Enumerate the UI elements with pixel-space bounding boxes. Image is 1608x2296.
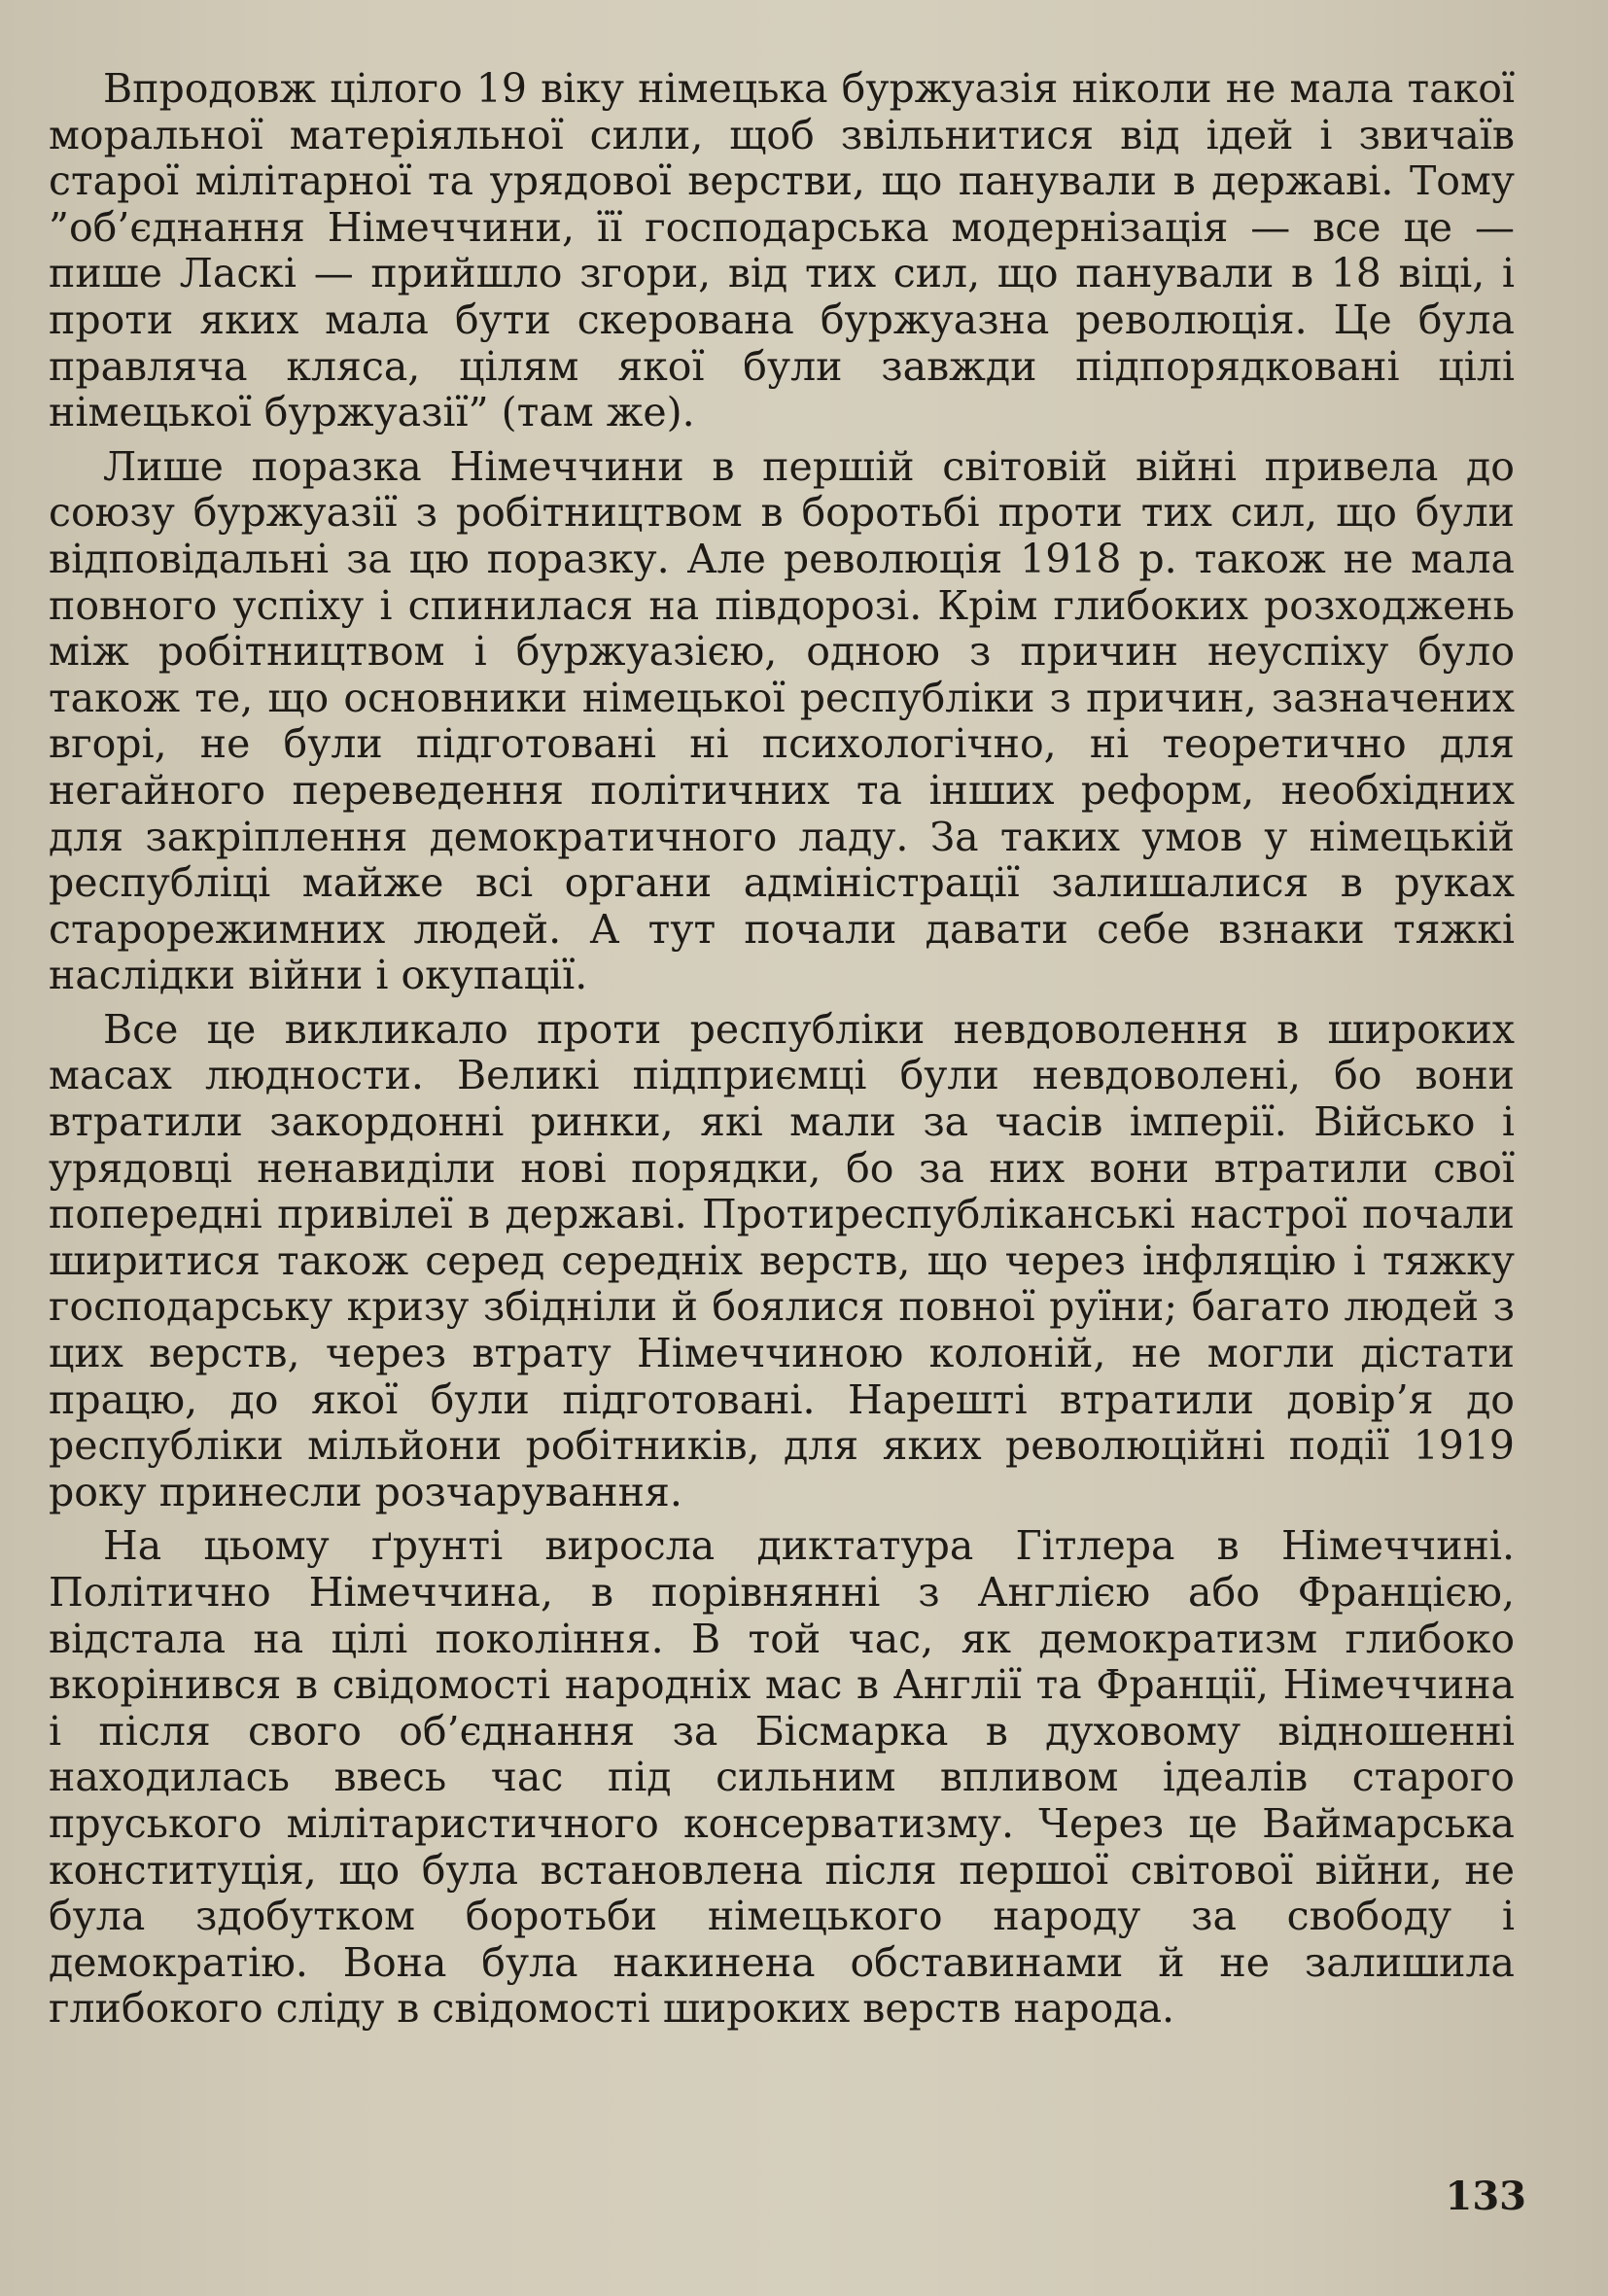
paragraph-1: Впродовж цілого 19 віку німецька буржуазія ніколи не мала такої моральної матеріяльної сили, щоб звільнитися від ідей і звичаїв старої мілітарної та урядової верстви, що панували в державі. Тому ”об’єднання Німеччини, її господарська модернізація — все це — пише Ласкі — прийшло згори, від тих сил, що панували в 18 віці, і проти яких мала бути скерована буржуазна революція. Це була правляча кляса, цілям якої були завжди підпорядковані цілі німецької буржуазії” (там же). bbox=[49, 65, 1515, 436]
body-text bbox=[49, 66, 1515, 2040]
paragraph-2: Лише поразка Німеччини в першій світовій війні привела до союзу буржуазії з робітництвом в боротьбі проти тих сил, що були відповідальні за цю поразку. Але революція 1918 р. також не мала повного успіху і спинилася на півдорозі. Крім глибоких розходжень між робітництвом і буржуазією, одною з причин неуспіху було також те, що основники німецької республіки з причин, зазначених вгорі, не були підготовані ні психологічно, ні теоретично для негайного переведення політичних та інших реформ, необхідних для закріплення демократичного ладу. За таких умов у німецькій республіці майже всі органи адміністрації залишалися в руках старорежимних людей. А тут почали давати себе взнаки тяжкі наслідки війни і окупації. bbox=[49, 442, 1515, 999]
paragraph-3: Все це викликало проти республіки невдоволення в широких масах людности. Великі підприємці були невдоволені, бо вони втратили закордонні ринки, які мали за часів імперії. Військо і урядовці ненавиділи нові порядки, бо за них вони втратили свої попередні привілеї в державі. Протиреспубліканські настрої почали ширитися також серед середніх верств, що через інфляцію і тяжку господарську кризу збідніли й боялися повної руїни; багато людей з цих верств, через втрату Німеччиною колоній, не могли дістати працю, до якої були підготовані. Нарешті втратили довір’я до республіки мільйони робітників, для яких революційні події 1919 року принесли розчарування. bbox=[49, 1005, 1515, 1515]
paragraph-4: На цьому ґрунті виросла диктатура Гітлера в Німеччині. Політично Німеччина, в порівнянні з Англією або Францією, відстала на цілі покоління. В той час, як демократизм глибоко вкорінився в свідомості народніх мас в Англії та Франції, Німеччина і після свого об’єднання за Бісмарка в духовому відношенні находилась ввесь час під сильним впливом ідеалів старого пруського мілітаристичного консерватизму. Через це Ваймарська конституція, що була встановлена після першої світової війни, не була здобутком боротьби німецького народу за свободу і демократію. Вона була накинена обставинами й не залишила глибокого сліду в свідомості широких верств народа. bbox=[49, 1522, 1515, 2033]
page-number: 133 bbox=[1445, 2174, 1526, 2219]
